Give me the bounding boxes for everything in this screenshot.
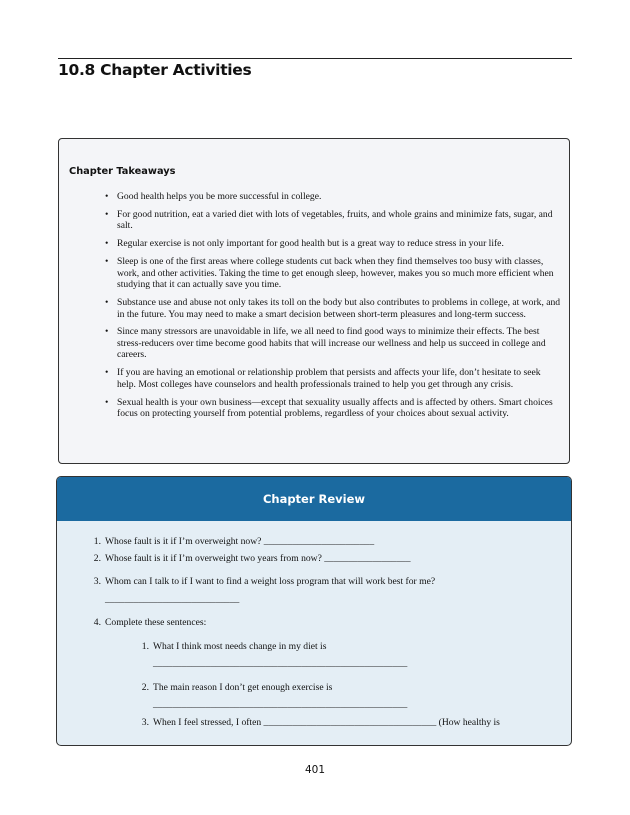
section-heading: 10.8 Chapter Activities [58, 61, 252, 79]
list-item [105, 367, 561, 390]
question-text: Complete these sentences: [105, 617, 207, 628]
question-text: Whose fault is it if I’m overweight two years from now? __________________ [105, 553, 411, 564]
list-item [105, 326, 561, 361]
question-number: 1. [93, 536, 101, 547]
answer-line: _____________________________________________________ [153, 658, 408, 669]
list-item [105, 397, 561, 420]
question-text: Whom can I talk to if I want to find a weight loss program that will work best for me? [105, 576, 436, 587]
chapter-review-title: Chapter Review [262, 492, 366, 506]
top-rule [58, 58, 572, 59]
takeaway-text: If you are having an emotional or relationship problem that persists and affects your life, don’t hesitate to seek help. Most colleges have counselors and health professionals trained to help you get through any crisis. [117, 367, 541, 390]
takeaways-box [58, 138, 570, 464]
bullet-icon: • [105, 238, 109, 250]
list-item [105, 297, 561, 320]
question-number: 2. [93, 553, 101, 564]
bullet-icon: • [105, 326, 109, 338]
chapter-review-box [56, 476, 572, 746]
takeaway-text: Sexual health is your own business—except that sexuality usually affects and is affected by others. Smart choices focus on protecting yourself from potential problems, regardless of your choices about sexual activity. [117, 396, 553, 420]
question-text: Whose fault is it if I’m overweight now? _______________________ [105, 536, 375, 547]
answer-line: _____________________________________________________ [153, 699, 408, 710]
list-item [105, 256, 561, 291]
bullet-icon: • [105, 255, 109, 267]
takeaways-list [105, 191, 561, 426]
question-text: When I feel stressed, I often ____________________________________ (How healthy is [153, 717, 500, 728]
question-number: 2. [141, 682, 149, 693]
bullet-icon: • [105, 396, 109, 408]
takeaway-text: Since many stressors are unavoidable in life, we all need to find good ways to minimize their effects. The best stress-reducers over time become good habits that will increase our wellness and help us succeed in college and careers. [117, 326, 546, 361]
bullet-icon: • [105, 191, 109, 202]
chapter-review-header [57, 477, 571, 521]
question-text: The main reason I don’t get enough exercise is [153, 682, 333, 693]
question-number: 1. [141, 641, 149, 652]
bullet-icon: • [105, 208, 109, 220]
question-number: 3. [141, 717, 149, 728]
list-item [105, 191, 561, 203]
question-text: What I think most needs change in my diet is [153, 641, 327, 652]
takeaway-text: Good health helps you be more successful in college. [117, 191, 322, 202]
question-number: 4. [93, 617, 101, 628]
takeaway-text: Substance use and abuse not only takes its toll on the body but also contributes to problems in college, at work, and in the future. You may need to make a smart decision between short-term pleasures and long-term success. [117, 296, 561, 320]
takeaway-text: For good nutrition, eat a varied diet with lots of vegetables, fruits, and whole grains and minimize fats, sugar, and salt. [117, 208, 553, 232]
bullet-icon: • [105, 296, 109, 308]
takeaways-title: Chapter Takeaways [69, 166, 176, 177]
takeaway-text: Sleep is one of the first areas where college students cut back when they find themselves too busy with classes, work, and other activities. Taking the time to get enough sleep, however, makes you so much more efficient when studying that it can actually save you time. [117, 255, 554, 291]
page-number: 401 [304, 764, 326, 776]
bullet-icon: • [105, 367, 109, 379]
list-item [105, 238, 561, 250]
question-number: 3. [93, 576, 101, 587]
list-item [105, 209, 561, 232]
answer-line: ____________________________ [105, 594, 240, 605]
takeaway-text: Regular exercise is not only important for good health but is a great way to reduce stress in your life. [117, 238, 504, 250]
